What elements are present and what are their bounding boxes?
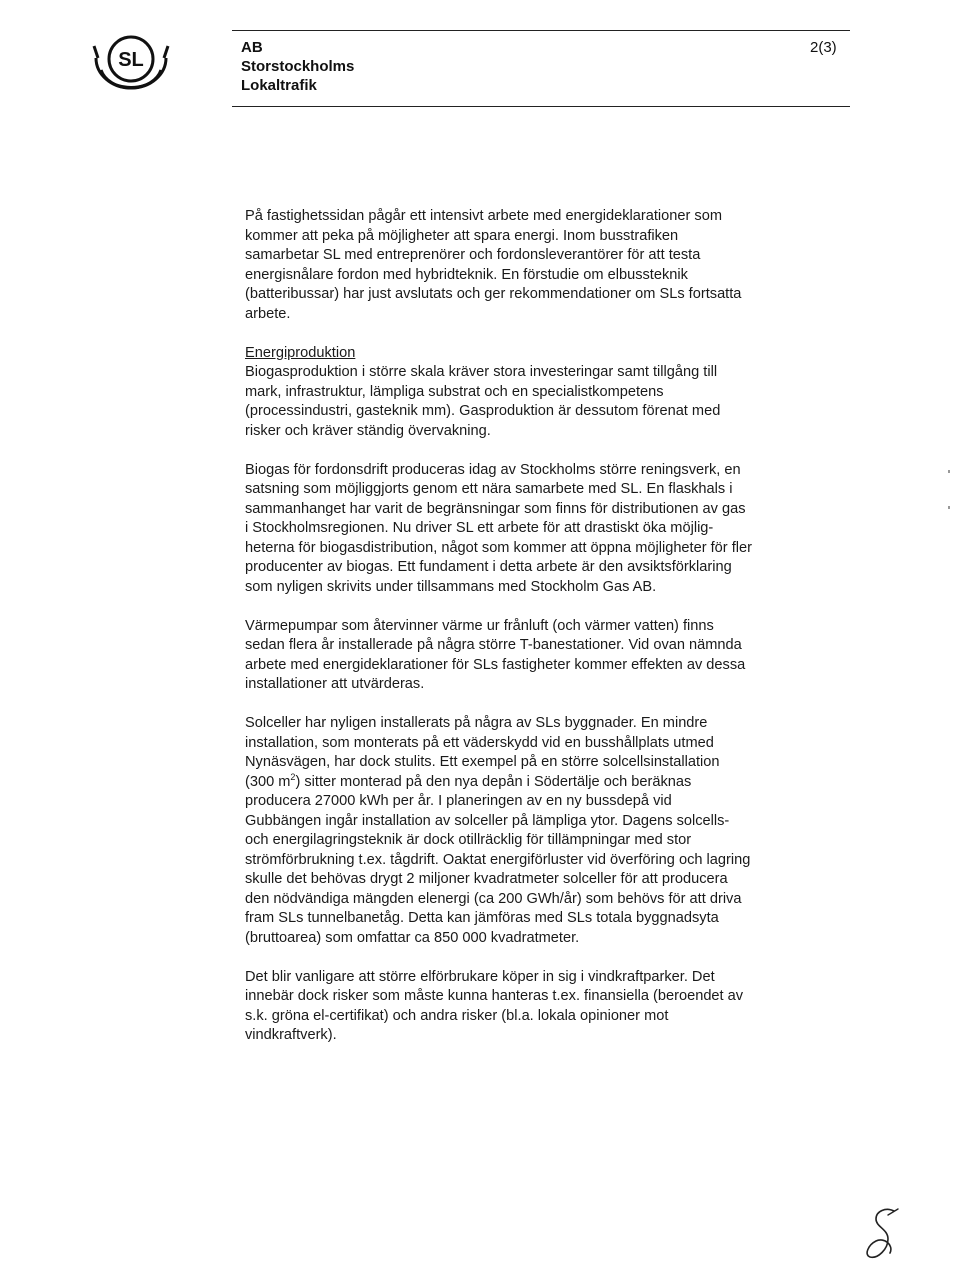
paragraph [245,207,845,324]
text-line: Värmepumpar som återvinner värme ur frånluft (och värmer vatten) finns [245,617,714,634]
text-line: Biogasproduktion i större skala kräver stora investeringar samt tillgång till [245,364,718,380]
text-line: producenter av biogas. Ett fundament i detta arbete är den avsiktsförklaring [245,559,732,575]
text-line: sedan flera år installerade på några större T-banestationer. Vid ovan nämnda [245,637,742,653]
page-number: 2(3) [810,39,837,56]
text-line: producera 27000 kWh per år. I planeringen av en ny bussdepå vid [245,793,672,809]
text-line: (bruttoarea) som omfattar ca 850 000 kvadratmeter. [245,929,580,946]
company-name [241,38,354,95]
company-name-line: Storstockholms [241,58,355,75]
text-line: och energilagringsteknik är dock otillräcklig för tillämpningar med stor [245,832,692,848]
text-line: Biogas för fordonsdrift produceras idag av Stockholms större reningsverk, en [245,461,741,478]
text-line: vindkraftverk). [245,1027,337,1043]
text-line: i Stockholmsregionen. Nu driver SL ett arbete för att drastiskt öka möjlig- [245,520,714,536]
text-line: satsning som möjliggjorts genom ett nära samarbete med SL. En flaskhals i [245,481,733,497]
text-line: (processindustri, gasteknik mm). Gasproduktion är dessutom förenat med [245,403,721,419]
text-line: Solceller har nyligen installerats på några av SLs byggnader. En mindre [245,715,708,731]
text-line: strömförbrukning t.ex. tågdrift. Oaktat energiförluster vid överföring och lagring [245,851,751,868]
text-line: arbete med energideklarationer för SLs fastigheter kommer effekten av dessa [245,656,746,673]
text-line: s.k. gröna el-certifikat) och andra risker (bl.a. lokala opinioner mot [245,1007,669,1024]
body-text [245,207,845,1046]
text-line: Det blir vanligare att större elförbrukare köper in sig i vindkraftparker. Det [245,968,715,985]
text-line: energisnålare fordon med hybridteknik. En förstudie om elbussteknik [245,266,688,283]
header-bottom-rule [232,106,850,107]
text-line: Gubbängen ingår installation av solceller på lämpliga ytor. Dagens solcells- [245,812,730,829]
paragraph [245,344,845,442]
text-line: samarbetar SL med entreprenörer och fordonsleverantörer för att testa [245,247,701,263]
header-top-rule [232,30,850,31]
text-line: mark, infrastruktur, lämpliga substrat och en specialistkompetens [245,383,664,400]
text-line: sammanhanget har varit de begränsningar som finns för distributionen av gas [245,500,746,517]
company-name-line: AB [241,39,263,56]
paragraph [245,714,845,948]
text-line: installation, som monterats på ett väderskydd vid en busshållplats utmed [245,734,714,751]
text-fragment: (300 m [245,773,291,790]
section-heading: Energiproduktion [245,344,356,361]
sl-logo-text: SL [118,49,144,71]
text-line: heterna för biogasdistribution, något som kommer att öppna möjligheter för fler [245,539,752,556]
paragraph [245,461,845,598]
paragraph [245,617,845,695]
text-line: kommer att peka på möjligheter att spara energi. Inom busstrafiken [245,227,679,244]
text-line: (batteribussar) har just avslutats och ger rekommendationer om SLs fortsatta [245,286,742,302]
superscript: 2 [290,771,296,782]
text-line: fram SLs tunnelbanetåg. Detta kan jämföras med SLs totala byggnadsyta [245,910,719,926]
text-fragment: ) sitter monterad på den nya depån i Södertälje och beräknas [295,773,692,790]
text-line: den nödvändiga mängden elenergi (ca 200 GWh/år) som behövs för att driva [245,890,742,907]
handwritten-page-mark [864,1205,900,1265]
text-line: risker och kräver ständig övervakning. [245,422,491,439]
scan-speck [948,470,950,473]
sl-logo [88,28,174,94]
text-line: Nynäsvägen, har dock stulits. Ett exempel på en större solcellsinstallation [245,754,720,770]
paragraph [245,968,845,1046]
text-line: som nyligen skrivits under tillsammans med Stockholm Gas AB. [245,578,657,595]
company-name-line: Lokaltrafik [241,77,317,94]
text-line: arbete. [245,305,291,322]
text-line [245,773,845,793]
text-line: innebär dock risker som måste kunna hanteras t.ex. finansiella (beroendet av [245,988,744,1004]
text-line: installationer att utvärderas. [245,676,425,692]
text-line: skulle det behövas drygt 2 miljoner kvadratmeter solceller för att producera [245,871,728,887]
text-line: På fastighetssidan pågår ett intensivt arbete med energideklarationer som [245,208,723,224]
scan-speck [948,506,950,509]
